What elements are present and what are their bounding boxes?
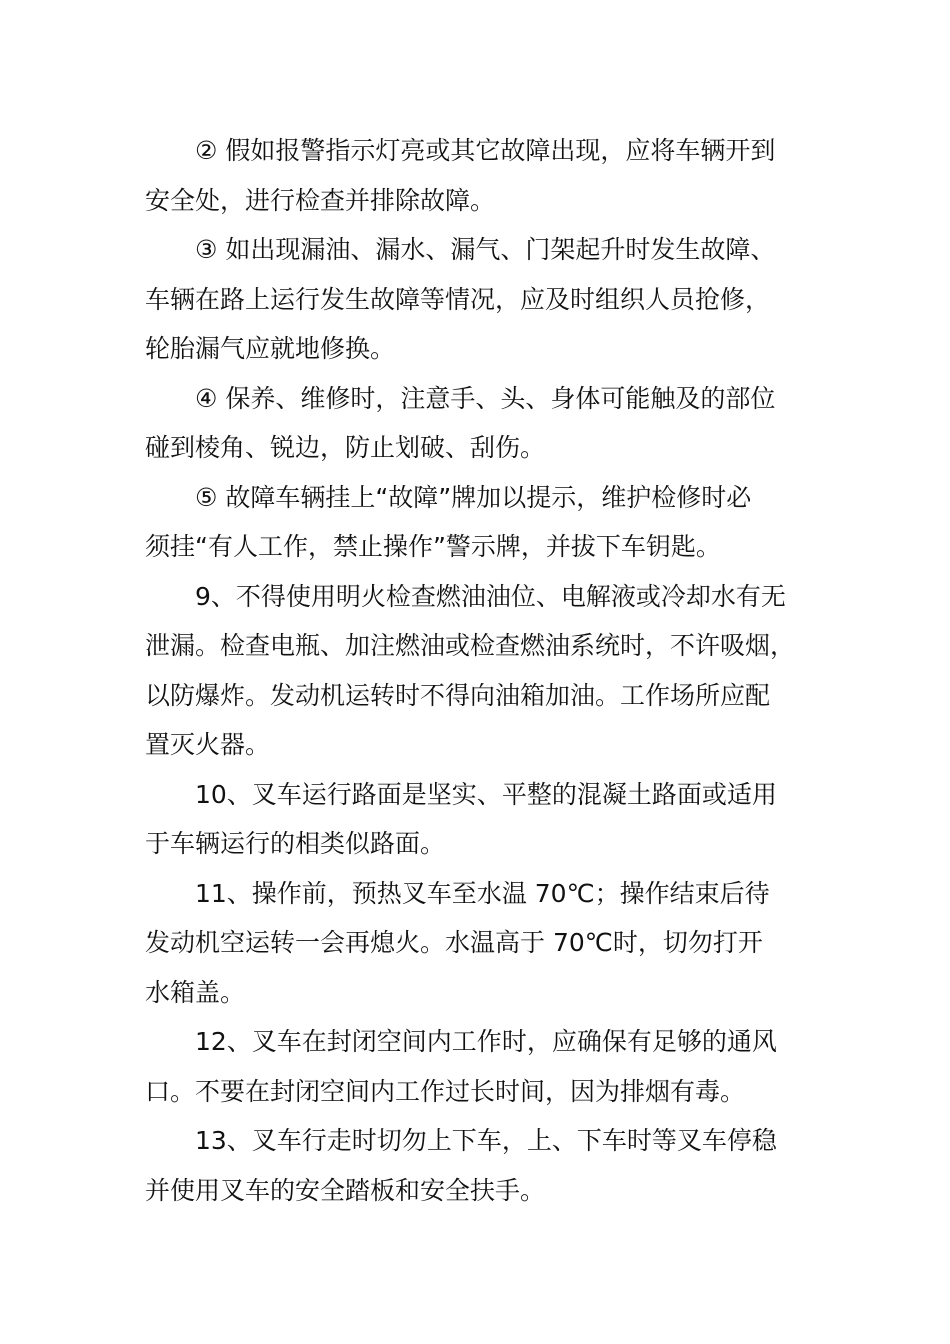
paragraph-line: 10、叉车运行路面是坚实、平整的混凝土路面或适用 [195, 779, 777, 809]
paragraph [145, 869, 805, 1018]
paragraph-line: 水箱盖。 [145, 977, 246, 1007]
paragraph [145, 473, 805, 572]
paragraph-line: 13、叉车行走时切勿上下车，上、下车时等叉车停稳 [195, 1126, 777, 1155]
paragraph-line: 轮胎漏气应就地修换。 [145, 334, 396, 363]
paragraph-line: 泄漏。检查电瓶、加注燃油或检查燃油系统时，不许吸烟， [145, 631, 796, 660]
paragraph-line: 安全处，进行检查并排除故障。 [145, 185, 496, 215]
paragraph [145, 1116, 805, 1215]
paragraph-line: 发动机空运转一会再熄火。水温高于 70℃时，切勿打开 [145, 928, 763, 957]
paragraph [145, 770, 805, 869]
paragraph-line: 并使用叉车的安全踏板和安全扶手。 [145, 1175, 546, 1205]
paragraph-line: 12、叉车在封闭空间内工作时，应确保有足够的通风 [195, 1027, 777, 1056]
paragraph [145, 374, 805, 473]
paragraph [145, 1017, 805, 1116]
paragraph-line: 碰到棱角、锐边，防止划破、刮伤。 [145, 433, 546, 462]
paragraph-line: 以防爆炸。发动机运转时不得向油箱加油。工作场所应配 [145, 680, 771, 710]
paragraph-line: 车辆在路上运行发生故障等情况，应及时组织人员抢修， [145, 284, 771, 314]
document-body [145, 126, 805, 1215]
paragraph [145, 572, 805, 770]
paragraph-line: 于车辆运行的相类似路面。 [145, 829, 446, 858]
paragraph [145, 225, 805, 374]
paragraph-line: ③ 如出现漏油、漏水、漏气、门架起升时发生故障、 [195, 235, 776, 264]
paragraph-line: ② 假如报警指示灯亮或其它故障出现，应将车辆开到 [195, 136, 776, 165]
paragraph-line: 9、不得使用明火检查燃油油位、电解液或冷却水有无 [195, 581, 786, 611]
paragraph [145, 126, 805, 225]
paragraph-line: 口。不要在封闭空间内工作过长时间，因为排烟有毒。 [145, 1076, 746, 1106]
paragraph-line: ⑤ 故障车辆挂上“故障”牌加以提示，维护检修时必 [195, 482, 752, 512]
paragraph-line: 须挂“有人工作，禁止操作”警示牌，并拔下车钥匙。 [145, 532, 721, 561]
paragraph-line: ④ 保养、维修时，注意手、头、身体可能触及的部位 [195, 383, 776, 413]
paragraph-line: 置灭火器。 [145, 730, 271, 759]
paragraph-line: 11、操作前，预热叉车至水温 70℃；操作结束后待 [195, 878, 770, 908]
